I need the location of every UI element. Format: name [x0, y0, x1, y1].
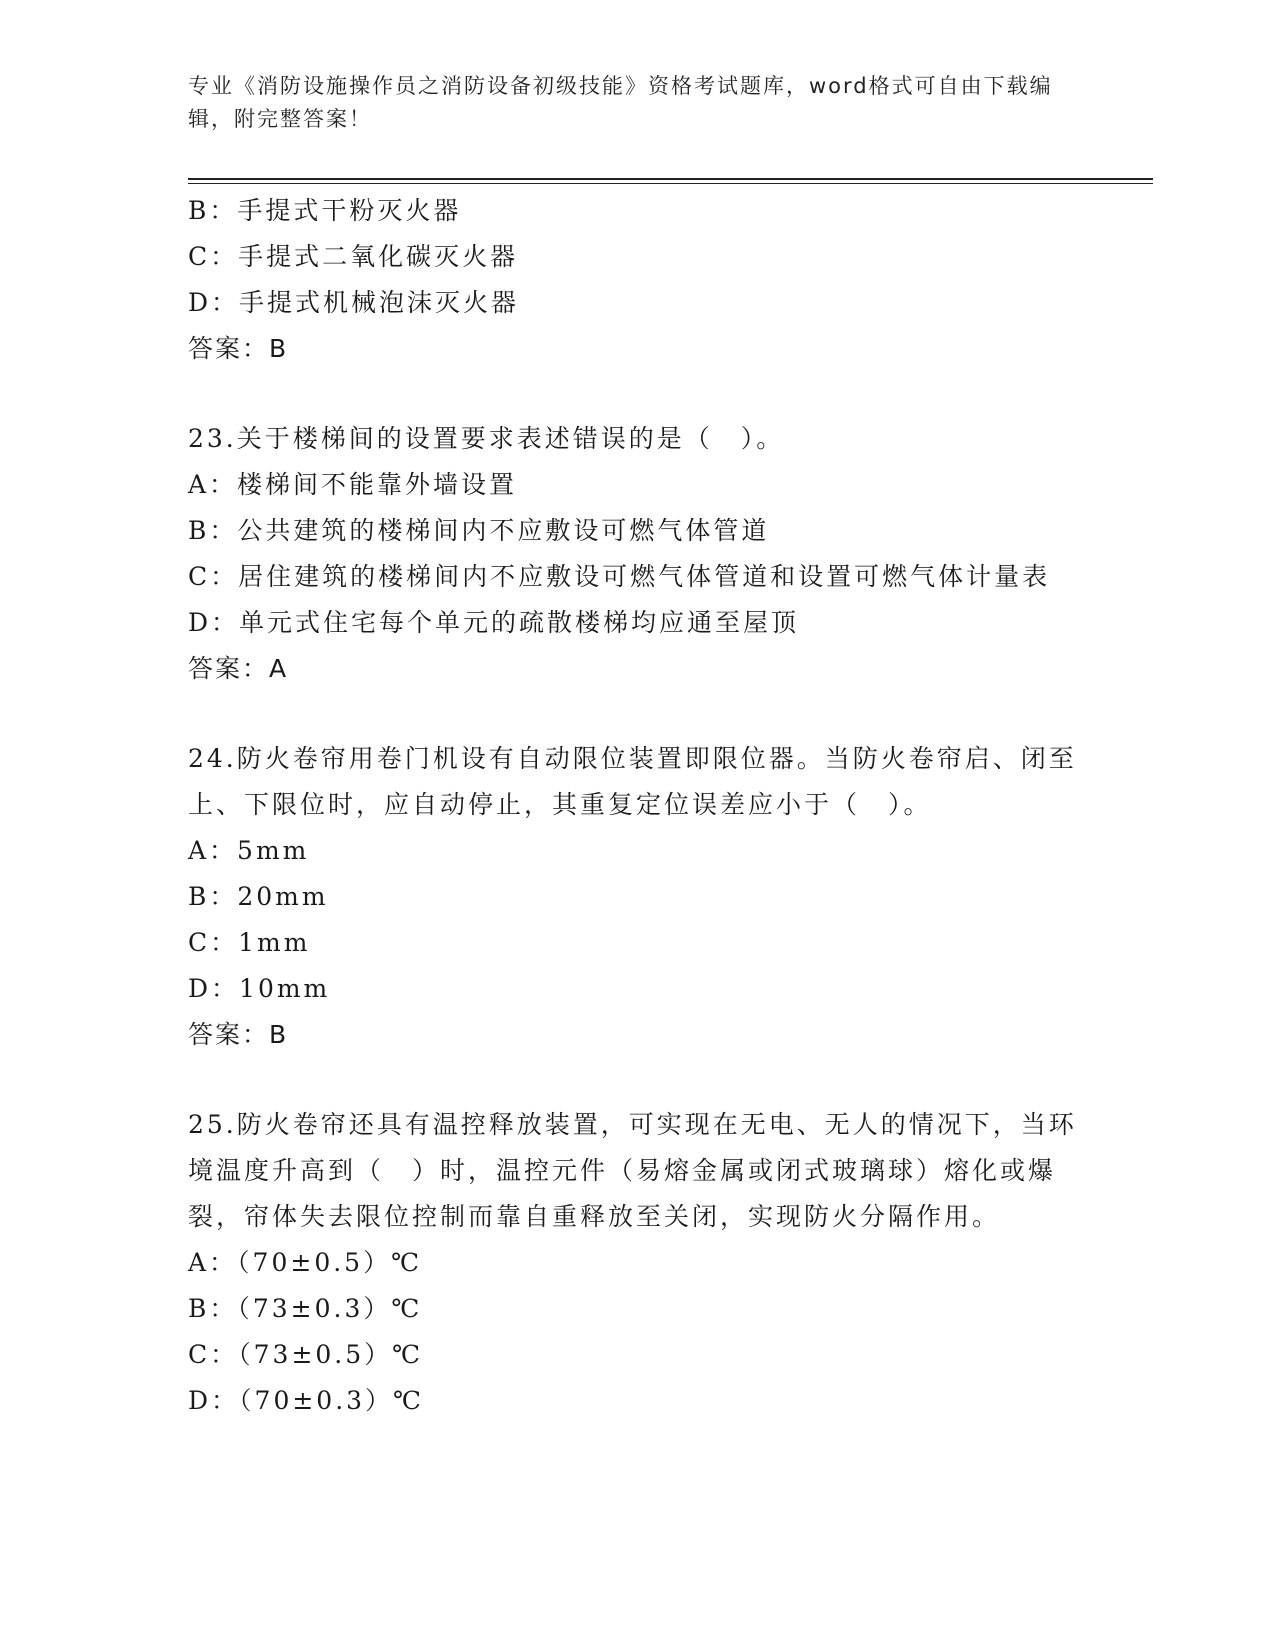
question-list [188, 188, 1078, 1424]
answer-label: 答案：A [188, 654, 289, 683]
question-text: 25.防火卷帘还具有温控释放装置，可实现在无电、无人的情况下，当环境温度升高到（ ）时，温控元件（易熔金属或闭式玻璃球）熔化或爆裂，帘体失去限位控制而靠自重释放至关闭，实现防火分隔作用。 [188, 1110, 1077, 1231]
header-divider-thin [188, 183, 1153, 184]
option-b: B：公共建筑的楼梯间内不应敷设可燃气体管道 [188, 516, 770, 545]
option-d: D：手提式机械泡沫灭火器 [188, 288, 520, 317]
option-a: A：（70±0.5）℃ [188, 1248, 423, 1277]
question-block-23 [188, 416, 1078, 692]
answer-label: 答案：B [188, 1020, 289, 1049]
option-d: D：（70±0.3）℃ [188, 1386, 425, 1415]
header-divider-thick [188, 178, 1153, 180]
answer-label: 答案：B [188, 334, 289, 363]
option-b: B：20mm [188, 882, 329, 911]
option-a: A：楼梯间不能靠外墙设置 [188, 470, 518, 499]
option-c: C：1mm [188, 928, 311, 957]
document-header: 专业《消防设施操作员之消防设备初级技能》资格考试题库，word格式可自由下载编辑，附完整答案！ [188, 74, 1053, 131]
option-d: D：单元式住宅每个单元的疏散楼梯均应通至屋顶 [188, 608, 800, 637]
question-block-22 [188, 188, 1078, 372]
question-text: 23.关于楼梯间的设置要求表述错误的是（ ）。 [188, 424, 785, 453]
option-b: B：手提式干粉灭火器 [188, 196, 462, 225]
option-b: B：（73±0.3）℃ [188, 1294, 423, 1323]
question-text: 24.防火卷帘用卷门机设有自动限位装置即限位器。当防火卷帘启、闭至上、下限位时，应自动停止，其重复定位误差应小于（ ）。 [188, 744, 1077, 819]
option-c: C：居住建筑的楼梯间内不应敷设可燃气体管道和设置可燃气体计量表 [188, 562, 1051, 591]
question-block-24 [188, 736, 1078, 1058]
question-block-25 [188, 1102, 1078, 1424]
option-d: D：10mm [188, 974, 331, 1003]
option-c: C：（73±0.5）℃ [188, 1340, 424, 1369]
option-c: C：手提式二氧化碳灭火器 [188, 242, 519, 271]
option-a: A：5mm [188, 836, 310, 865]
